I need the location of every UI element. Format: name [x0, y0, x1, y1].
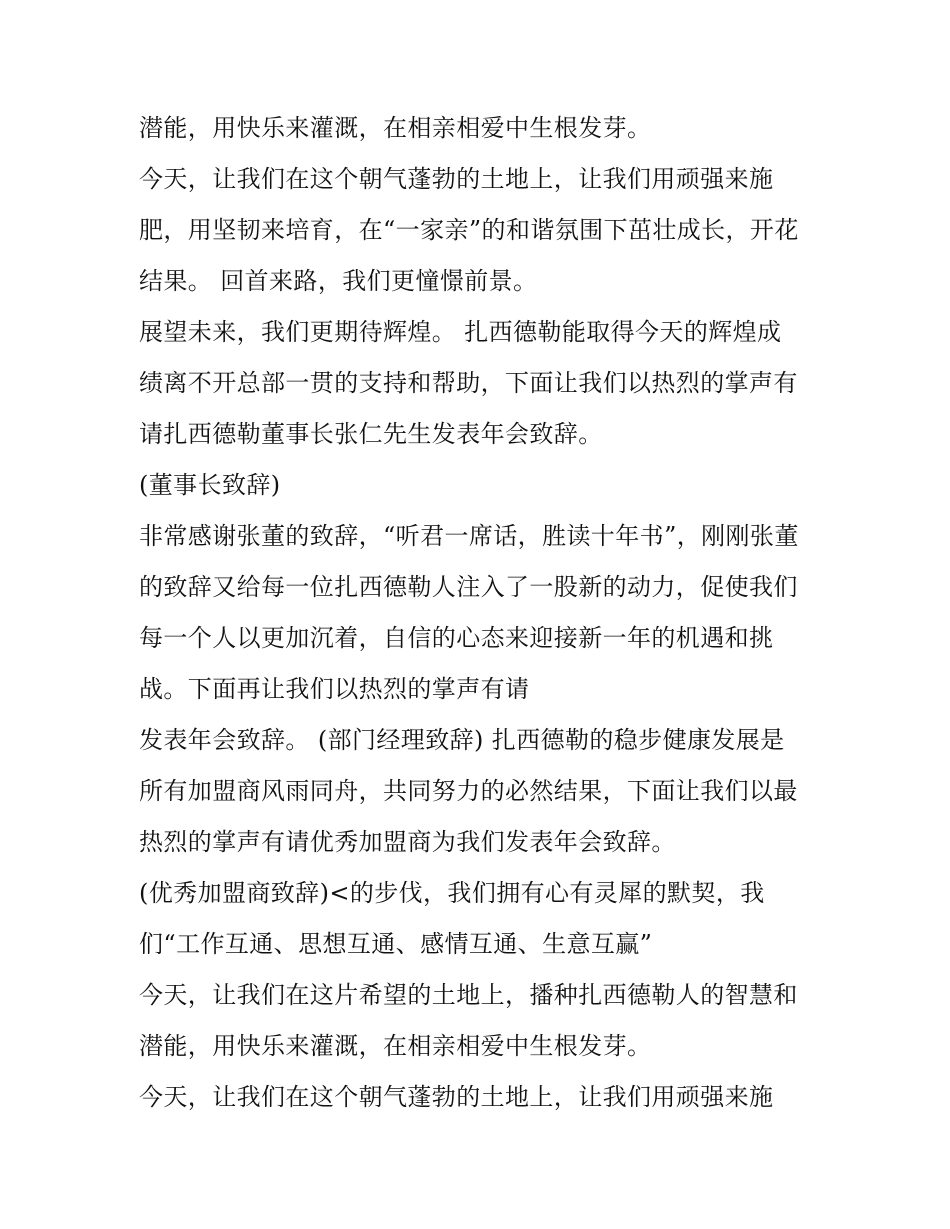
text-line: 肥，用坚韧来培育，在“一家亲”的和谐氛围下茁壮成长，开花 [139, 216, 799, 244]
text-line: 战。下面再让我们以热烈的掌声有请 [139, 675, 530, 703]
text-line: (董事长致辞) [139, 471, 281, 499]
text-line: 每一个人以更加沉着，自信的心态来迎接新一年的机遇和挑 [139, 624, 774, 652]
text-line: 非常感谢张董的致辞，“听君一席话，胜读十年书”，刚刚张董 [139, 522, 799, 550]
text-line: 潜能，用快乐来灌溉，在相亲相爱中生根发芽。 [139, 1032, 652, 1060]
text-line: 请扎西德勒董事长张仁先生发表年会致辞。 [139, 420, 603, 448]
text-line: 今天，让我们在这个朝气蓬勃的土地上，让我们用顽强来施 [139, 165, 774, 193]
text-line: 发表年会致辞。 (部门经理致辞) 扎西德勒的稳步健康发展是 [139, 726, 785, 754]
text-line: 的致辞又给每一位扎西德勒人注入了一股新的动力，促使我们 [139, 573, 798, 601]
text-line: 们“工作互通、思想互通、感情互通、生意互赢” [139, 930, 653, 958]
text-line: 结果。 回首来路，我们更憧憬前景。 [139, 267, 538, 295]
text-line: 展望未来，我们更期待辉煌。 扎西德勒能取得今天的辉煌成 [139, 318, 782, 346]
text-line: 潜能，用快乐来灌溉，在相亲相爱中生根发芽。 [139, 114, 652, 142]
text-line: 绩离不开总部一贯的支持和帮助，下面让我们以热烈的掌声有 [139, 369, 798, 397]
text-line: (优秀加盟商致辞)<的步伐，我们拥有心有灵犀的默契，我 [139, 879, 765, 907]
text-line: 所有加盟商风雨同舟，共同努力的必然结果，下面让我们以最 [139, 777, 798, 805]
text-line: 今天，让我们在这片希望的土地上，播种扎西德勒人的智慧和 [139, 981, 798, 1009]
text-line: 热烈的掌声有请优秀加盟商为我们发表年会致辞。 [139, 828, 676, 856]
text-line: 今天，让我们在这个朝气蓬勃的土地上，让我们用顽强来施 [139, 1083, 774, 1111]
